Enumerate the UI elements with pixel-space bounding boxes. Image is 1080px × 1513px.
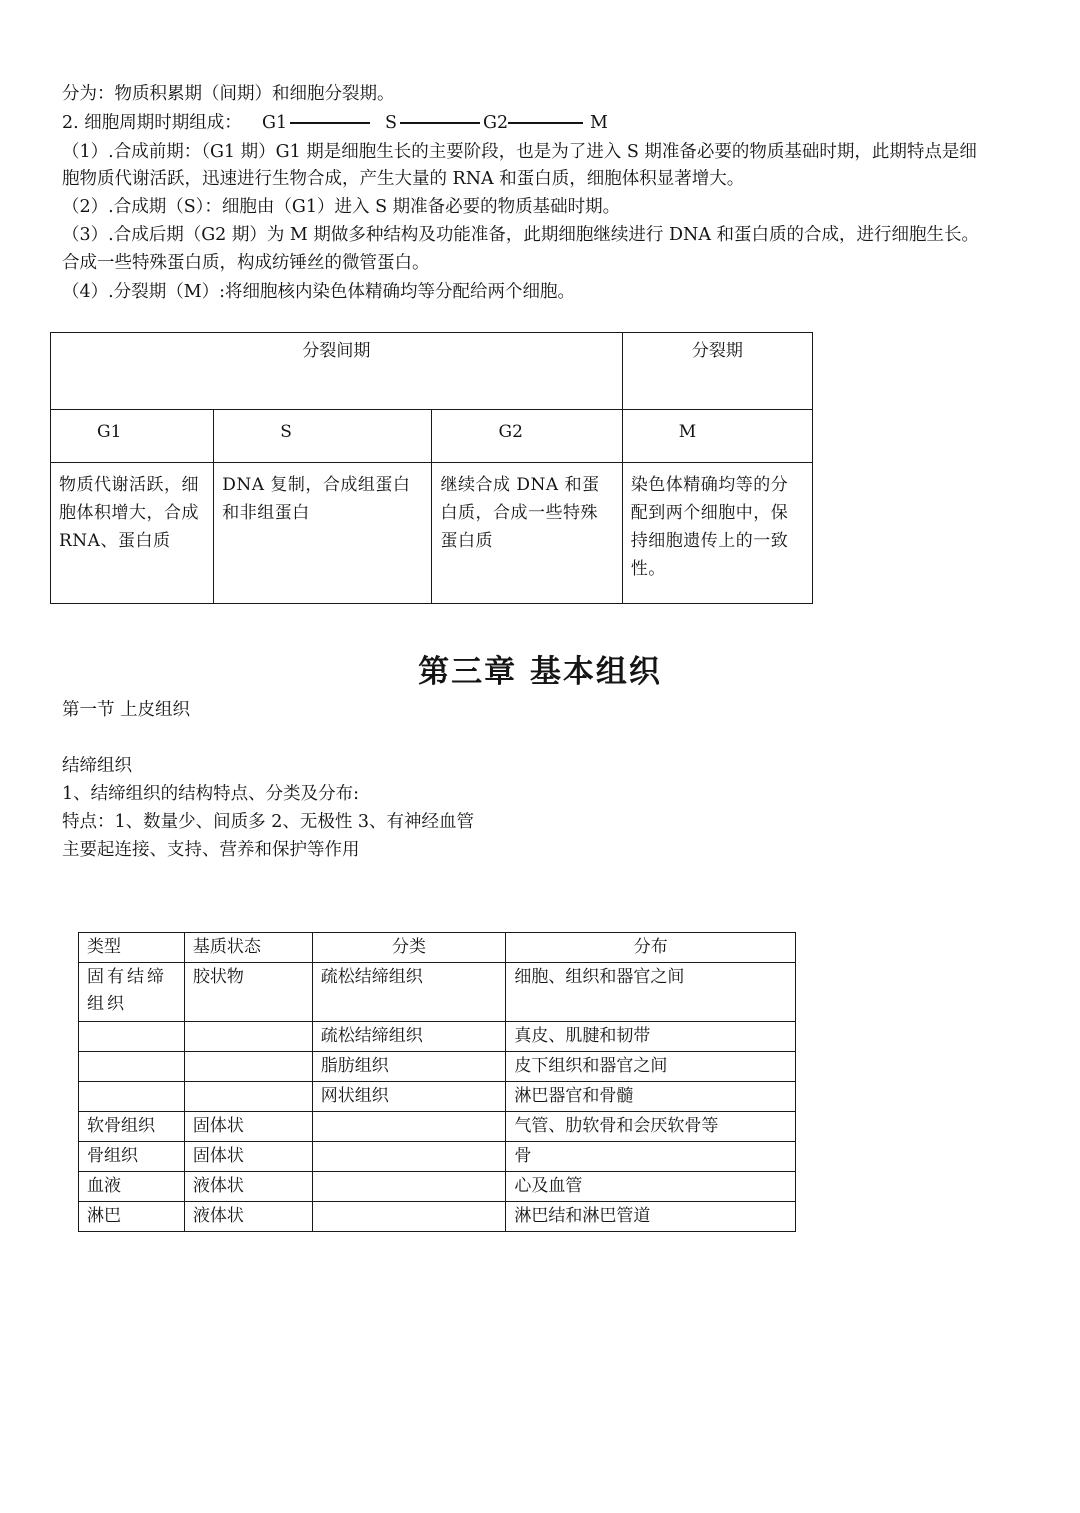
cycle-arrow-1: [290, 122, 370, 124]
table-row: [79, 963, 796, 1022]
cell-cycle-table: [50, 332, 813, 604]
table-cell: 淋巴结和淋巴管道: [506, 1202, 796, 1232]
table-row: [79, 1022, 796, 1052]
table-cell: 骨: [506, 1142, 796, 1172]
cycle-arrow-3: [508, 122, 583, 124]
table-cell: 疏松结缔组织: [312, 1022, 506, 1052]
connective-tissue-table: [78, 932, 796, 1232]
paragraph-line: （1）.合成前期：（G1 期）G1 期是细胞生长的主要阶段，也是为了进入 S 期准备必要的物质基础时期，此期特点是细: [62, 142, 977, 162]
table-cell: 软骨组织: [79, 1112, 185, 1142]
table-cell: 气管、肋软骨和会厌软骨等: [506, 1112, 796, 1142]
phase-description: 物质代谢活跃，细胞体积增大，合成 RNA、蛋白质: [51, 463, 214, 604]
features-line: 特点：1、数量少、间质多 2、无极性 3、有神经血管: [62, 812, 475, 832]
column-header: 类型: [79, 933, 185, 963]
table-cell: 淋巴: [79, 1202, 185, 1232]
table-cell: 皮下组织和器官之间: [506, 1052, 796, 1082]
table-cell: 骨组织: [79, 1142, 185, 1172]
table-cell: [184, 1022, 312, 1052]
cycle-phase-m: M: [590, 113, 608, 133]
table-cell: [312, 1142, 506, 1172]
table-cell: [184, 1052, 312, 1082]
column-header: 分类: [312, 933, 506, 963]
sub-title: 结缔组织: [62, 756, 132, 776]
paragraph-line: （4）.分裂期（M）:将细胞核内染色体精确均等分配给两个细胞。: [62, 282, 576, 302]
table-cell: [312, 1202, 506, 1232]
table-row: [79, 1052, 796, 1082]
chapter-title: 第三章 基本组织: [418, 654, 662, 690]
intro-line: 分为：物质积累期（间期）和细胞分裂期。: [62, 84, 395, 104]
table-row: [79, 1172, 796, 1202]
table-cell: 液体状: [184, 1202, 312, 1232]
paragraph-line: 胞物质代谢活跃，迅速进行生物合成，产生大量的 RNA 和蛋白质，细胞体积显著增大。: [62, 169, 745, 189]
table-cell: 淋巴器官和骨髓: [506, 1082, 796, 1112]
paragraph-line: （2）.合成期（S）：细胞由（G1）进入 S 期准备必要的物质基础时期。: [62, 197, 621, 217]
table-cell: [79, 1052, 185, 1082]
table-cell: 血液: [79, 1172, 185, 1202]
table-cell: 疏松结缔组织: [312, 963, 506, 1022]
table-cell: 脂肪组织: [312, 1052, 506, 1082]
table-cell: [79, 1082, 185, 1112]
function-line: 主要起连接、支持、营养和保护等作用: [62, 840, 360, 860]
cycle-phase-s: S: [385, 113, 397, 133]
table-cell: [184, 1082, 312, 1112]
table-cell: 心及血管: [506, 1172, 796, 1202]
phase-cell: G2: [432, 410, 622, 463]
table-cell: 胶状物: [184, 963, 312, 1022]
phase-description: 染色体精确均等的分配到两个细胞中，保持细胞遗传上的一致性。: [622, 463, 812, 604]
table-row: [51, 463, 813, 604]
paragraph-line: （3）.合成后期（G2 期）为 M 期做多种结构及功能准备，此期细胞继续进行 DNA 和蛋白质的合成，进行细胞生长。: [62, 225, 980, 245]
table-row: [51, 410, 813, 463]
table-cell: 液体状: [184, 1172, 312, 1202]
table-cell: 真皮、肌腱和韧带: [506, 1022, 796, 1052]
phase-cell: S: [214, 410, 432, 463]
section-title: 第一节 上皮组织: [62, 700, 191, 720]
header-division: 分裂期: [622, 333, 812, 410]
cycle-phase-g1: G1: [262, 113, 288, 133]
table-row: [79, 1082, 796, 1112]
column-header: 基质状态: [184, 933, 312, 963]
table-cell: [312, 1112, 506, 1142]
phase-cell: M: [622, 410, 812, 463]
table-cell: 固体状: [184, 1142, 312, 1172]
cycle-phase-g2: G2: [483, 113, 509, 133]
table-cell: 固体状: [184, 1112, 312, 1142]
table-cell: 网状组织: [312, 1082, 506, 1112]
table-row: [79, 1202, 796, 1232]
table-cell: [312, 1172, 506, 1202]
table-row: [51, 333, 813, 410]
table-row: [79, 1112, 796, 1142]
phase-cell: G1: [51, 410, 214, 463]
table-header-row: [79, 933, 796, 963]
table-cell: 固有结缔组织: [79, 963, 185, 1022]
point-heading: 1、结缔组织的结构特点、分类及分布:: [62, 784, 360, 804]
paragraph-line: 合成一些特殊蛋白质，构成纺锤丝的微管蛋白。: [62, 253, 430, 273]
phase-description: DNA 复制，合成组蛋白和非组蛋白: [214, 463, 432, 604]
column-header: 分布: [506, 933, 796, 963]
table-cell: 细胞、组织和器官之间: [506, 963, 796, 1022]
table-row: [79, 1142, 796, 1172]
cycle-arrow-2: [400, 122, 480, 124]
phase-description: 继续合成 DNA 和蛋白质，合成一些特殊蛋白质: [432, 463, 622, 604]
header-interphase: 分裂间期: [51, 333, 623, 410]
cycle-label: 2. 细胞周期时期组成：: [62, 113, 242, 133]
table-cell: [79, 1022, 185, 1052]
